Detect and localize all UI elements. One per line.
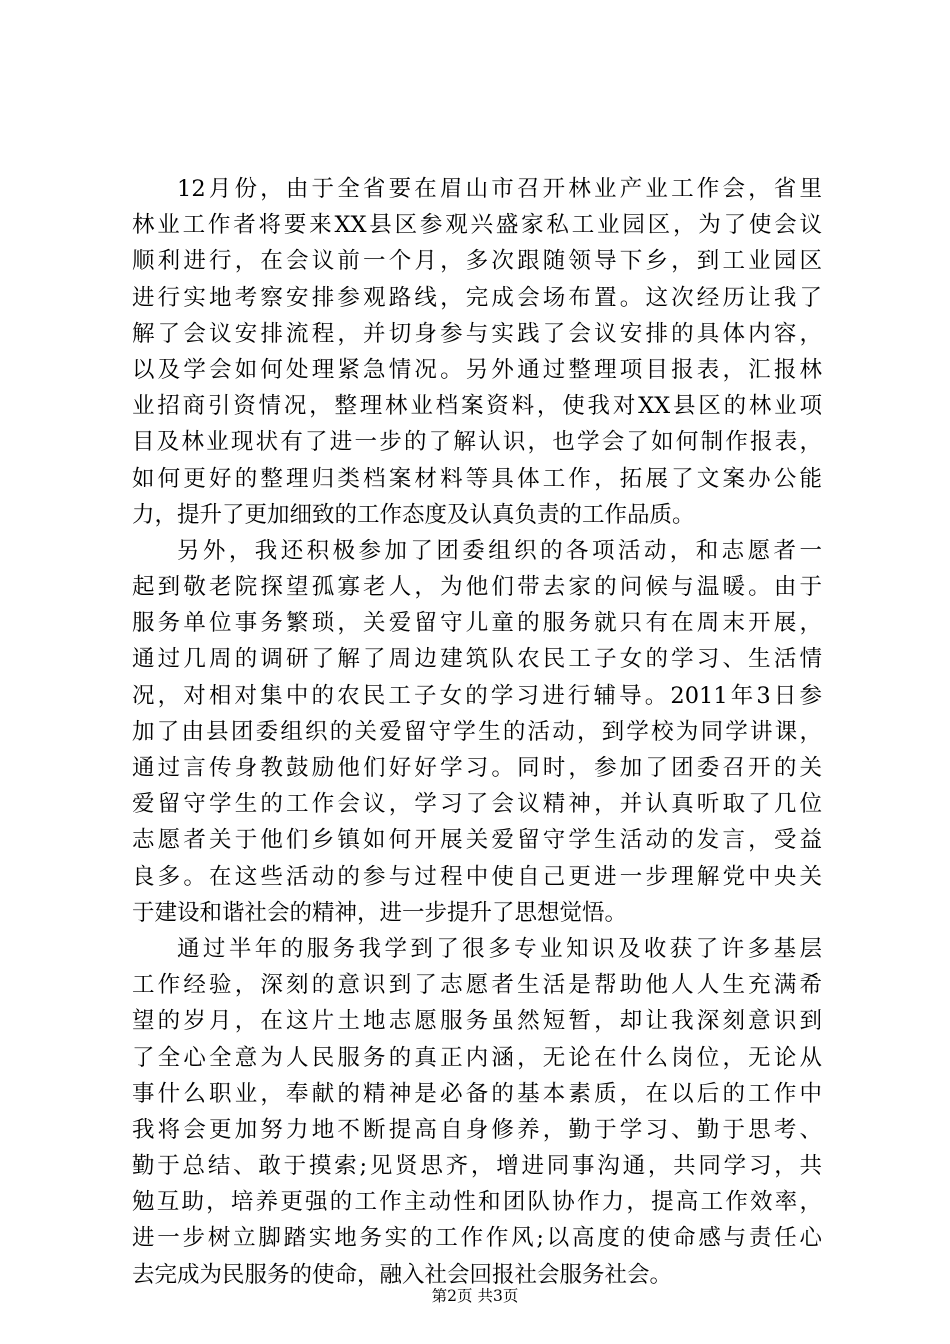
page-footer — [0, 1286, 950, 1306]
text-line: 志愿者关于他们乡镇如何开展关爱留守学生活动的发言，受益 — [132, 827, 822, 854]
text-line: 通过半年的服务我学到了很多专业知识及收获了许多基层 — [177, 935, 822, 962]
text-line: 良多。在这些活动的参与过程中使自己更进一步理解党中央关 — [132, 863, 822, 890]
text-line: 林业工作者将要来XX县区参观兴盛家私工业园区，为了使会议 — [132, 212, 822, 239]
text-line: 通过几周的调研了解了周边建筑队农民工子女的学习、生活情 — [132, 646, 822, 673]
text-line: 以及学会如何处理紧急情况。另外通过整理项目报表，汇报林 — [132, 356, 822, 383]
text-line: 了全心全意为人民服务的真正内涵，无论在什么岗位，无论从 — [132, 1044, 822, 1071]
text-line: 勉互助，培养更强的工作主动性和团队协作力，提高工作效率， — [132, 1189, 822, 1216]
paragraph-2 — [132, 533, 822, 931]
text-line: 爱留守学生的工作会议，学习了会议精神，并认真听取了几位 — [132, 791, 822, 818]
paragraph-1 — [132, 171, 822, 533]
text-line: 通过言传身教鼓励他们好好学习。同时，参加了团委召开的关 — [132, 755, 822, 781]
text-line: 目及林业现状有了进一步的了解认识，也学会了如何制作报表， — [132, 429, 822, 456]
text-line: 工作经验，深刻的意识到了志愿者生活是帮助他人人生充满希 — [132, 972, 822, 999]
document-body — [132, 171, 822, 1293]
text-line: 望的岁月，在这片土地志愿服务虽然短暂，却让我深刻意识到 — [132, 1008, 822, 1035]
text-line: 进行实地考察安排参观路线，完成会场布置。这次经历让我了 — [132, 284, 822, 311]
text-line: 另外，我还积极参加了团委组织的各项活动，和志愿者一 — [177, 537, 822, 564]
text-line: 勤于总结、敢于摸索;见贤思齐，增进同事沟通，共同学习，共 — [132, 1153, 822, 1180]
text-line: 如何更好的整理归类档案材料等具体工作，拓展了文案办公能 — [132, 465, 822, 492]
page-number: 第2页 — [431, 1287, 473, 1305]
text-line: 加了由县团委组织的关爱留守学生的活动，到学校为同学讲课， — [132, 718, 822, 745]
text-line: 力，提升了更加细致的工作态度及认真负责的工作品质。 — [132, 501, 695, 528]
text-line: 去完成为民服务的使命，融入社会回报社会服务社会。 — [132, 1261, 673, 1288]
text-line: 况，对相对集中的农民工子女的学习进行辅导。2011年3日参 — [132, 682, 822, 709]
text-line: 于建设和谐社会的精神，进一步提升了思想觉悟。 — [132, 899, 628, 926]
text-line: 顺利进行，在会议前一个月，多次跟随领导下乡，到工业园区 — [132, 248, 822, 275]
text-line: 起到敬老院探望孤寡老人，为他们带去家的问候与温暖。由于 — [132, 574, 822, 601]
text-line: 12月份，由于全省要在眉山市召开林业产业工作会，省里 — [177, 176, 822, 202]
text-line: 服务单位事务繁琐，关爱留守儿童的服务就只有在周末开展， — [132, 610, 822, 637]
text-line: 我将会更加努力地不断提高自身修养，勤于学习、勤于思考、 — [132, 1116, 822, 1143]
text-line: 解了会议安排流程，并切身参与实践了会议安排的具体内容， — [132, 320, 822, 347]
paragraph-3 — [132, 931, 822, 1293]
text-line: 进一步树立脚踏实地务实的工作作风;以高度的使命感与责任心 — [132, 1225, 822, 1252]
text-line: 事什么职业，奉献的精神是必备的基本素质，在以后的工作中 — [132, 1080, 822, 1107]
page-total: 共3页 — [477, 1287, 519, 1305]
text-line: 业招商引资情况，整理林业档案资料，使我对XX县区的林业项 — [132, 393, 822, 420]
